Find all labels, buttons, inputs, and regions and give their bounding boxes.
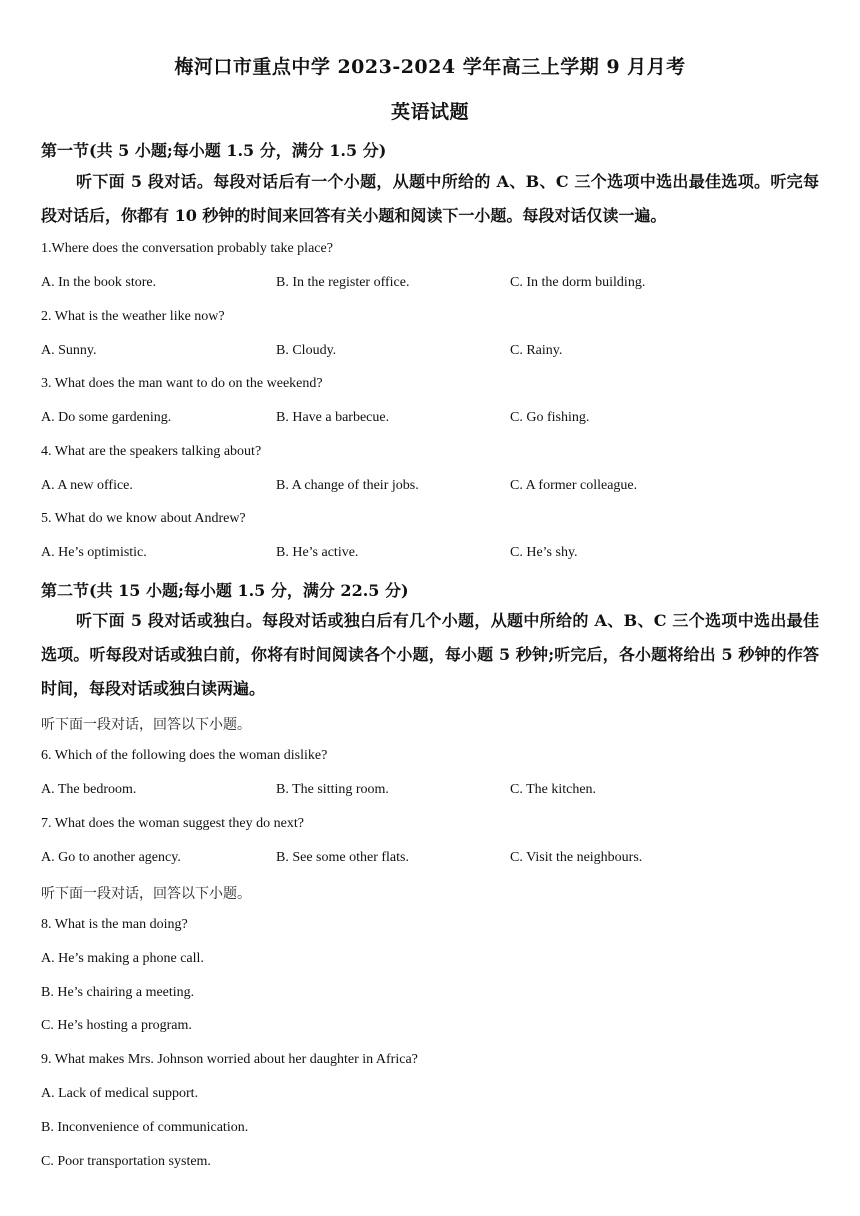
question-7-option-c: C. Visit the neighbours. — [510, 850, 643, 865]
question-1-option-a: A. In the book store. — [41, 275, 157, 290]
question-9-option-b: B. Inconvenience of communication. — [41, 1120, 249, 1135]
section2-instructions: 听下面 5 段对话或独白。每段对话或独白后有几个小题，从题中所给的 A、B、C 三个选项中选出最佳选项。听每段对话或独白前，你将有时间阅读各个小题，每小题 5 秒钟;听完后，各小题将给出 5 秒钟的作答时间，每段对话或独白读两遍。 — [41, 611, 819, 698]
question-2-option-a: A. Sunny. — [41, 343, 97, 358]
question-5-option-c: C. He’s shy. — [510, 545, 578, 560]
section2-heading: 第二节(共 15 小题;每小题 1.5 分，满分 22.5 分) — [41, 581, 409, 600]
question-7-stem: 7. What does the woman suggest they do next? — [41, 816, 304, 831]
question-5-option-b: B. He’s active. — [276, 545, 359, 560]
question-9-option-c: C. Poor transportation system. — [41, 1154, 211, 1169]
question-4-stem: 4. What are the speakers talking about? — [41, 444, 262, 459]
question-3-option-b: B. Have a barbecue. — [276, 410, 390, 425]
question-1-stem: 1.Where does the conversation probably take place? — [41, 241, 333, 256]
question-9-option-a: A. Lack of medical support. — [41, 1086, 199, 1101]
question-4-option-c: C. A former colleague. — [510, 478, 638, 493]
question-9-stem: 9. What makes Mrs. Johnson worried about her daughter in Africa? — [41, 1052, 418, 1067]
question-2-option-c: C. Rainy. — [510, 343, 563, 358]
listening-note-2: 听下面一段对话，回答以下小题。 — [41, 886, 251, 902]
question-8-stem: 8. What is the man doing? — [41, 917, 188, 932]
question-8-option-c: C. He’s hosting a program. — [41, 1018, 192, 1033]
section1-heading: 第一节(共 5 小题;每小题 1.5 分，满分 1.5 分) — [41, 141, 387, 160]
question-6-option-a: A. The bedroom. — [41, 782, 137, 797]
question-7-option-a: A. Go to another agency. — [41, 850, 181, 865]
question-2-stem: 2. What is the weather like now? — [41, 309, 225, 324]
question-8-option-a: A. He’s making a phone call. — [41, 951, 204, 966]
section1-instructions: 听下面 5 段对话。每段对话后有一个小题，从题中所给的 A、B、C 三个选项中选出最佳选项。听完每段对话后，你都有 10 秒钟的时间来回答有关小题和阅读下一小题。每段对话仅读一遍。 — [41, 172, 819, 225]
question-1-option-b: B. In the register office. — [276, 275, 410, 290]
exam-title: 梅河口市重点中学 2023-2024 学年高三上学期 9 月月考 — [174, 56, 686, 78]
listening-note-1: 听下面一段对话，回答以下小题。 — [41, 717, 251, 733]
exam-subtitle: 英语试题 — [390, 101, 469, 123]
question-6-stem: 6. Which of the following does the woman dislike? — [41, 748, 328, 763]
question-6-option-b: B. The sitting room. — [276, 782, 389, 797]
question-3-option-c: C. Go fishing. — [510, 410, 590, 425]
question-4-option-b: B. A change of their jobs. — [276, 478, 419, 493]
question-7-option-b: B. See some other flats. — [276, 850, 409, 865]
question-8-option-b: B. He’s chairing a meeting. — [41, 985, 195, 1000]
question-6-option-c: C. The kitchen. — [510, 782, 597, 797]
question-5-option-a: A. He’s optimistic. — [41, 545, 147, 560]
question-3-option-a: A. Do some gardening. — [41, 410, 172, 425]
question-5-stem: 5. What do we know about Andrew? — [41, 511, 246, 526]
question-3-stem: 3. What does the man want to do on the weekend? — [41, 376, 323, 391]
question-2-option-b: B. Cloudy. — [276, 343, 337, 358]
question-4-option-a: A. A new office. — [41, 478, 133, 493]
question-1-option-c: C. In the dorm building. — [510, 275, 646, 290]
